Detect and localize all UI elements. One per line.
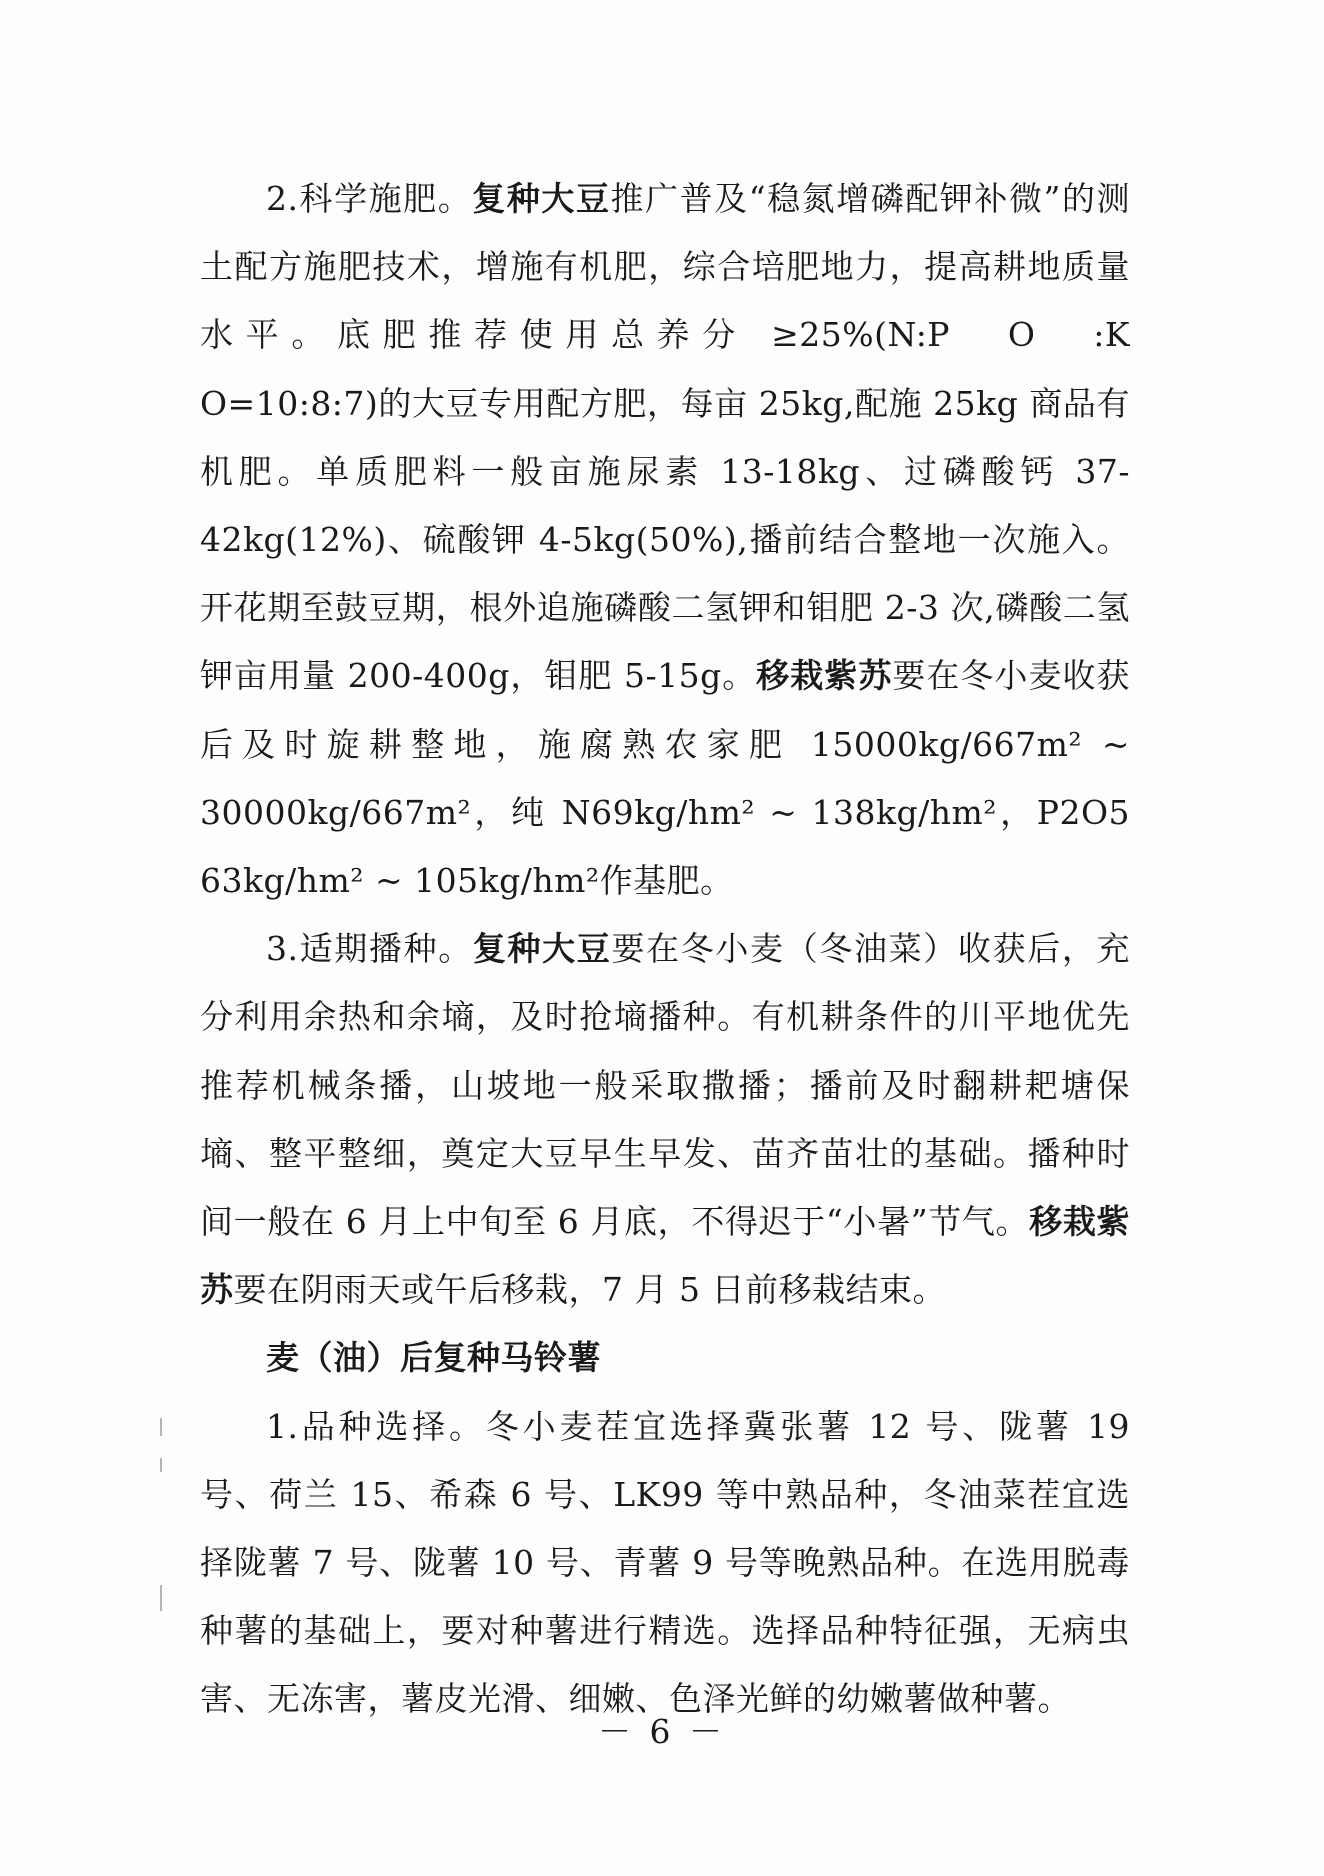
paragraph-emphasis-2: 移栽紫苏 <box>200 1202 1130 1310</box>
document-body <box>200 165 1164 1734</box>
paragraph-emphasis: 复种大豆 <box>472 929 612 969</box>
paragraph-lead: 3.适期播种。 <box>266 929 473 969</box>
paragraph-text-2: 要在阴雨天或午后移栽，7 月 5 日前移栽结束。 <box>233 1270 946 1310</box>
paragraph-text: 要在冬小麦（冬油菜）收获后，充分利用余热和余墒，及时抢墒播种。有机耕条件的川平地优先推荐机械条播，山坡地一般采取撒播；播前及时翻耕耙塘保墒、整平整细，奠定大豆早生早发、苗齐苗壮的基础。播种时间一般在 6 月上中旬至 6 月底，不得迟于“小暑”节气。 <box>200 929 1131 1242</box>
paragraph-variety-selection: 1.品种选择。冬小麦茬宜选择冀张薯 12 号、陇薯 19 号、荷兰 15、希森 6 号、LK99 等中熟品种，冬油菜茬宜选择陇薯 7 号、陇薯 10 号、青薯 9 号等晚熟品种。在选用脱毒种薯的基础上，要对种薯进行精选。选择品种特征强，无病虫害、无冻害，薯皮光滑、细嫩、色泽光鲜的幼嫩薯做种薯。 <box>200 1406 1130 1719</box>
scan-mark-top <box>160 1418 162 1436</box>
paragraph-text: 推广普及“稳氮增磷配钾补微”的测土配方施肥技术，增施有机肥，综合培肥地力，提高耕地质量水平。底肥推荐使用总养分 ≥25%(N:P O :K O=10:8:7)的大豆专用配方肥，每亩 25kg,配施 25kg 商品有机肥。单质肥料一般亩施尿素 13-18kg、过磷酸钙 37-42kg(12%)、硫酸钾 4-5kg(50%),播前结合整地一次施入。开花期至鼓豆期，根外追施磷酸二氢钾和钼肥 2-3 次,磷酸二氢钾亩用量 200-400g，钼肥 5-15g。 <box>200 179 1164 696</box>
paragraph-sowing <box>200 915 1130 1324</box>
paragraph-emphasis-2: 移栽紫苏 <box>756 656 893 696</box>
scan-mark-bottom <box>160 1585 162 1611</box>
paragraph-text-2: 要在冬小麦收获后及时旋耕整地，施腐熟农家肥 15000kg/667m² ~ 30000kg/667m²，纯 N69kg/hm² ~ 138kg/hm²，P2O5 63kg/hm² ~ 105kg/hm²作基肥。 <box>200 656 1130 901</box>
paragraph-emphasis: 复种大豆 <box>472 179 611 218</box>
section-title: 麦（油）后复种马铃薯 <box>266 1338 601 1378</box>
paragraph-fertilization <box>200 165 1164 915</box>
paragraph-lead: 2.科学施肥。 <box>266 179 473 218</box>
scan-mark-mid <box>160 1458 162 1472</box>
page-number: － 6 － <box>598 1712 726 1751</box>
